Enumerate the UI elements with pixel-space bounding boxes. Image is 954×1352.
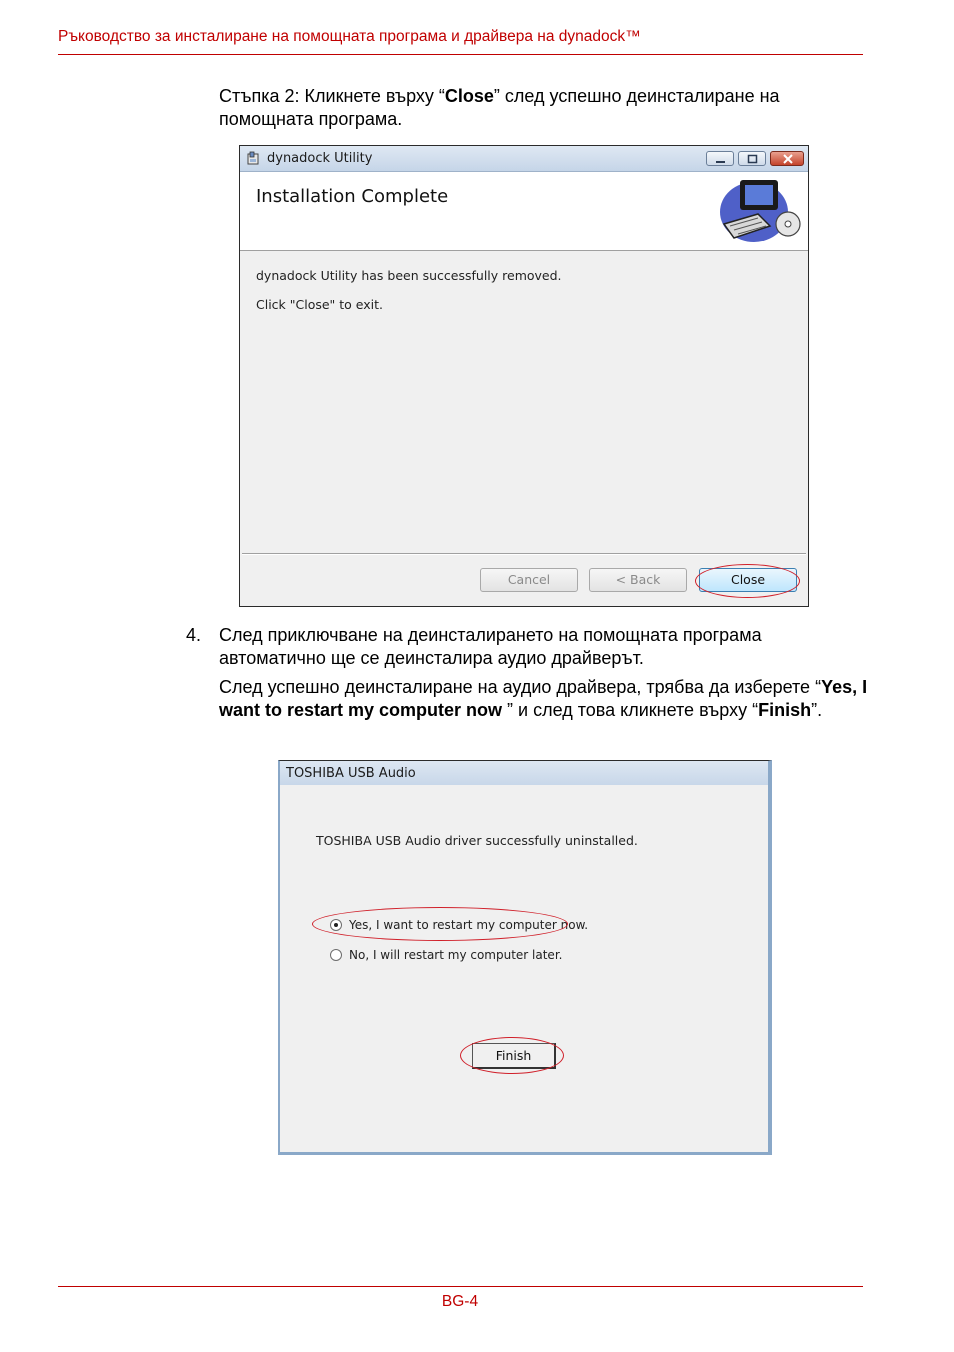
- item4-text-part1: След успешно деинсталиране на аудио драйвера, трябва да изберете “: [219, 677, 822, 697]
- dynadock-utility-window: [239, 145, 809, 607]
- radio-no[interactable]: [330, 949, 342, 961]
- item4-bold-restart: Yes, I want to restart my computer now: [219, 677, 868, 720]
- window1-titlebar[interactable]: [240, 146, 808, 172]
- item4-text-part2: ” и след това кликнете върху “: [502, 699, 759, 720]
- finish-highlight-ellipse: [460, 1037, 564, 1074]
- window1-banner: [240, 172, 808, 251]
- back-button[interactable]: < Back: [589, 568, 687, 592]
- minimize-button[interactable]: [706, 151, 734, 166]
- close-window-button[interactable]: [770, 151, 804, 166]
- uninstalled-message: TOSHIBA USB Audio driver successfully uninstalled.: [316, 833, 638, 848]
- item4-bold-finish: Finish: [758, 699, 812, 720]
- window2-title: TOSHIBA USB Audio: [286, 766, 416, 781]
- maximize-button[interactable]: [738, 151, 766, 166]
- maximize-icon: [739, 152, 767, 167]
- restart-now-label: Yes, I want to restart my computer now.: [349, 918, 589, 932]
- item4-number: 4.: [186, 625, 202, 645]
- removed-message: dynadock Utility has been successfully removed.: [256, 268, 562, 283]
- banner-title: Installation Complete: [256, 186, 449, 207]
- finish-button[interactable]: Finish: [472, 1043, 556, 1069]
- window1-title: dynadock Utility: [267, 151, 373, 166]
- close-button[interactable]: Close: [699, 568, 797, 592]
- step2-text-suffix: ” след успешно деинсталиране на помощната програма.: [219, 86, 780, 129]
- close-instruction: Click "Close" to exit.: [256, 297, 384, 312]
- item4-instruction: [219, 676, 869, 721]
- item4-text-part3: ”.: [811, 699, 823, 720]
- toshiba-usb-audio-window: [278, 760, 772, 1155]
- step2-paragraph: [219, 85, 869, 130]
- close-icon: [771, 152, 805, 167]
- item4-paragraph: След приключване на деинсталирането на помощната програма автоматично ще се деинсталира аудио драйверът.: [219, 625, 762, 668]
- installer-icon: [246, 151, 261, 166]
- step2-text-prefix: Стъпка 2: Кликнете върху “: [219, 86, 445, 106]
- cancel-button[interactable]: Cancel: [480, 568, 578, 592]
- step2-bold-close: Close: [444, 86, 494, 106]
- button-separator: [242, 553, 806, 555]
- restart-later-label: No, I will restart my computer later.: [349, 948, 563, 962]
- footer-divider: [58, 1286, 863, 1287]
- minimize-icon: [707, 152, 735, 167]
- computer-cd-icon: [712, 174, 806, 246]
- window2-titlebar[interactable]: [280, 761, 768, 785]
- restart-highlight-ellipse: [312, 907, 568, 941]
- page-number: BG-4: [441, 1293, 479, 1310]
- page-header: Ръководство за инсталиране на помощната програма и драйвера на dynadock™: [58, 28, 641, 45]
- close-highlight-ellipse: [695, 564, 800, 598]
- header-divider: [58, 54, 863, 55]
